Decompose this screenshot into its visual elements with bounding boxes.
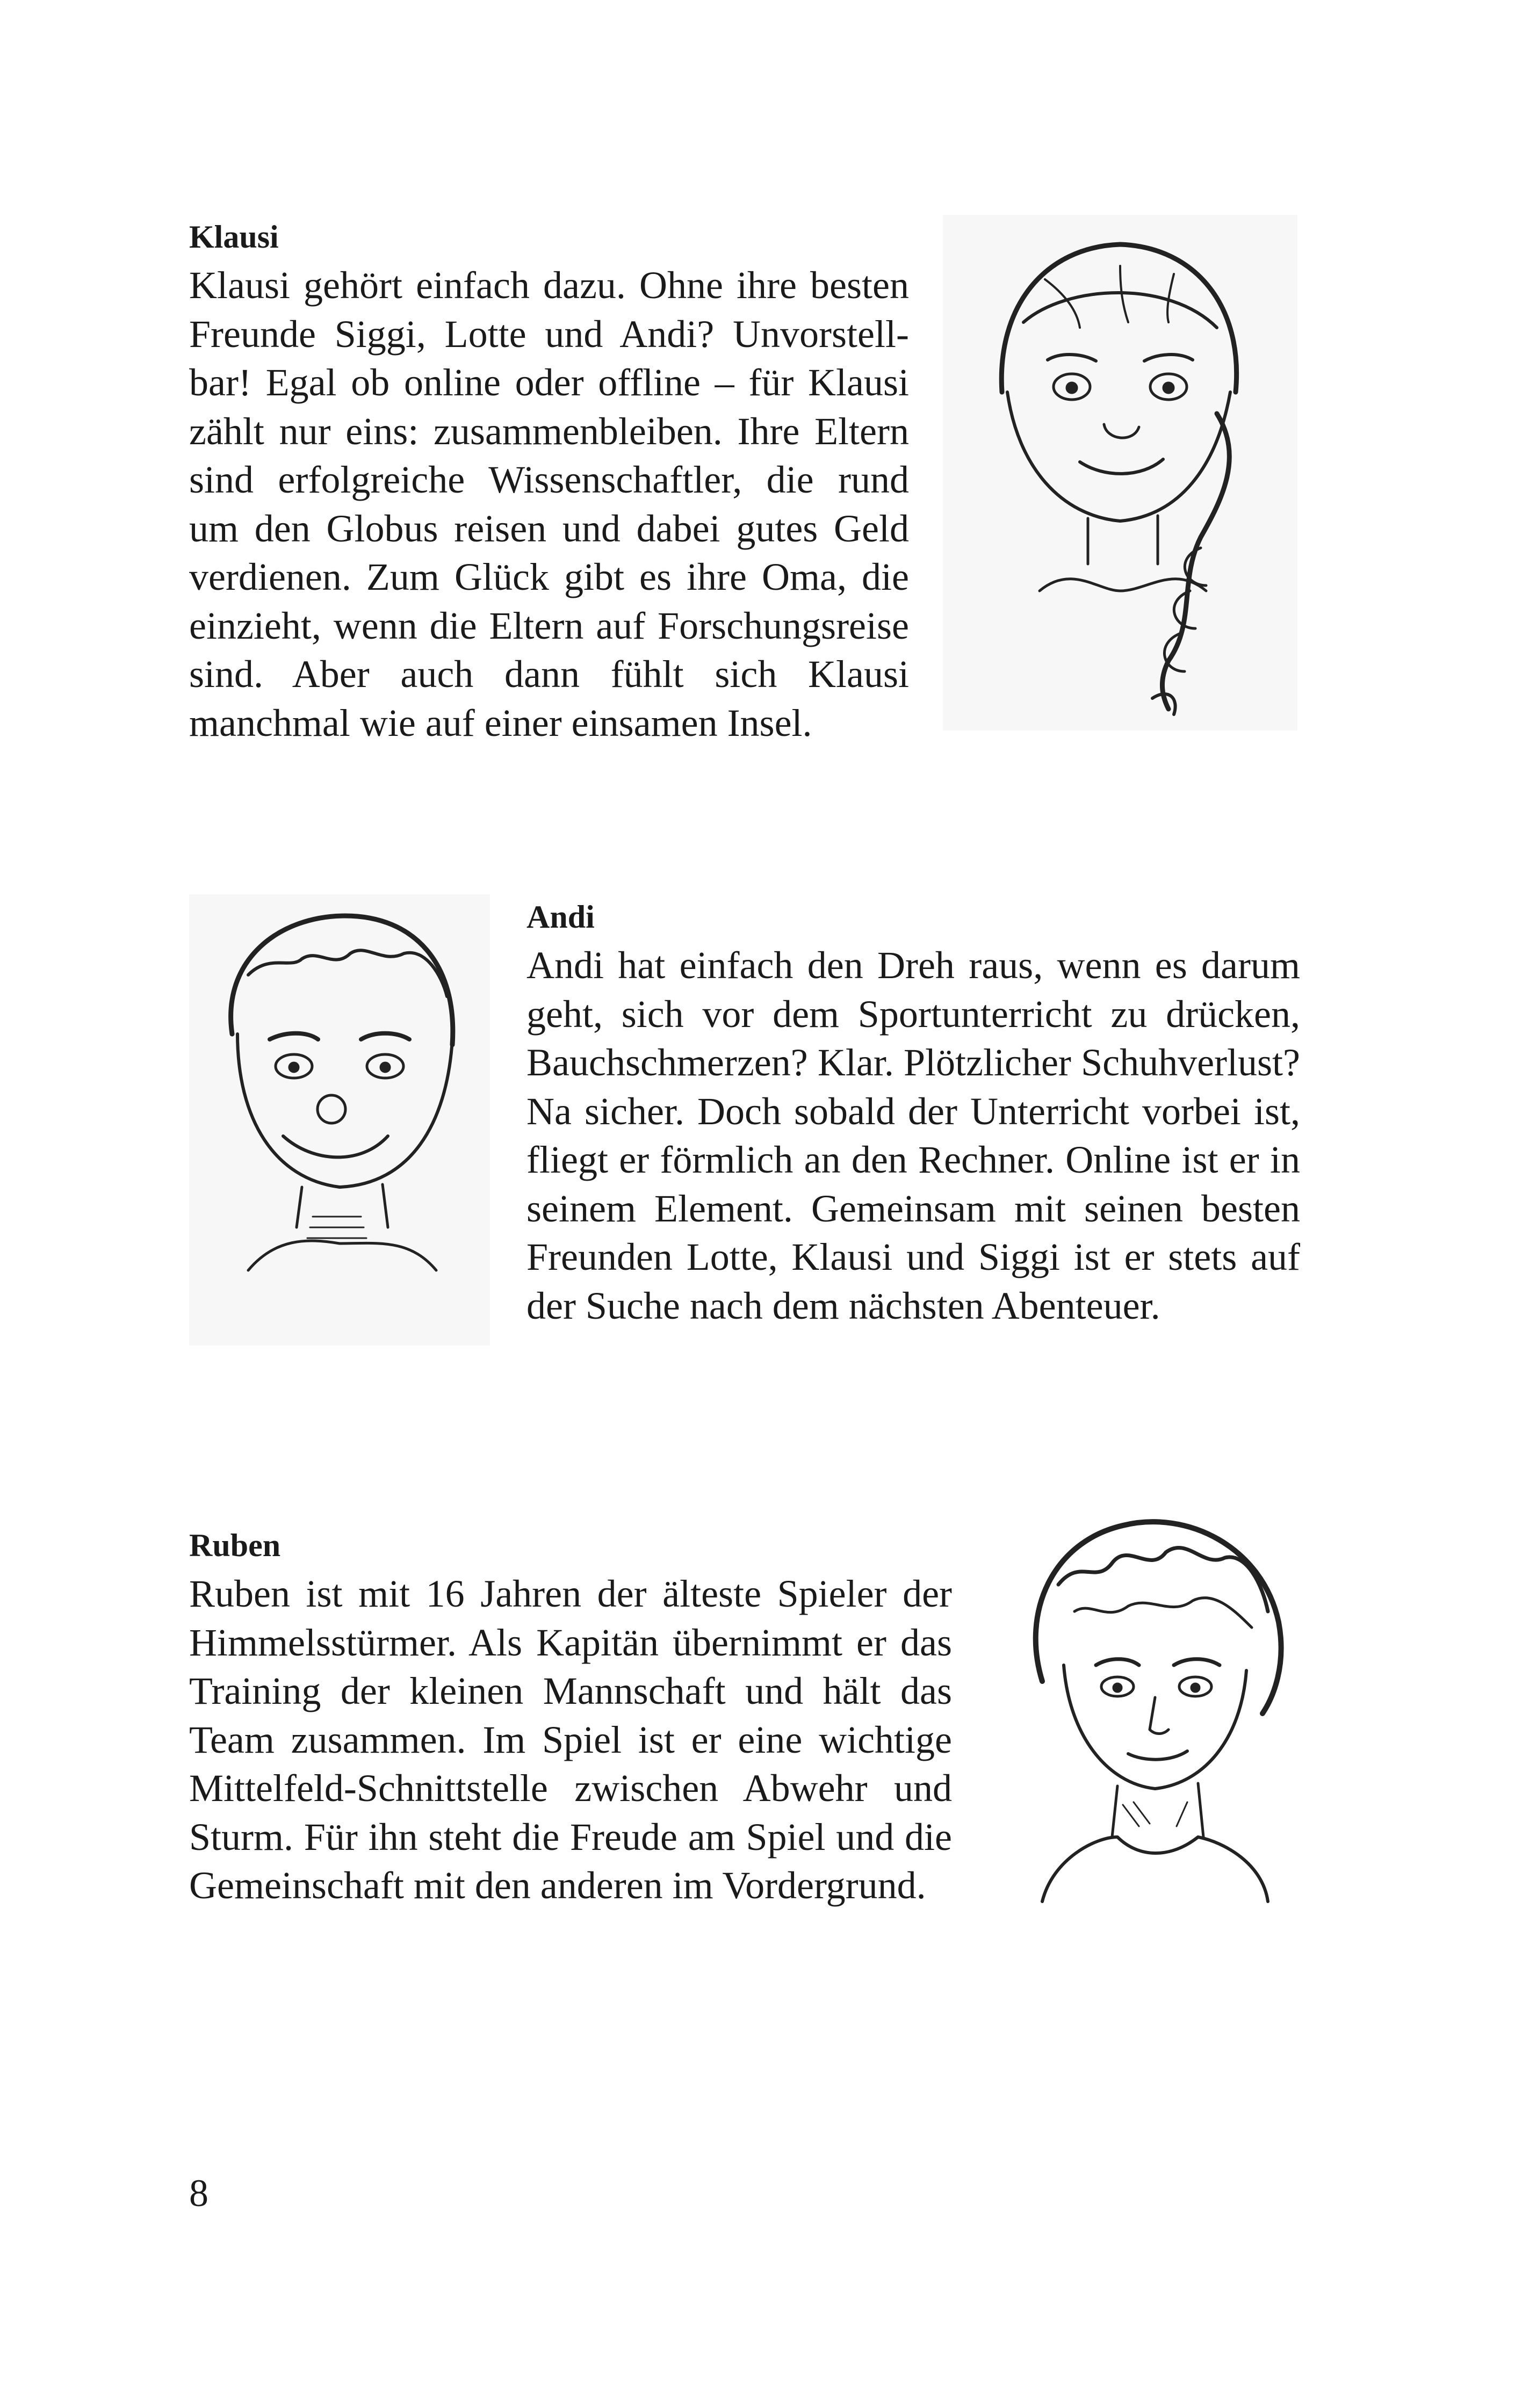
klausi-text-line: zählt nur eins: zusammenbleiben. Ihre Eltern (189, 409, 909, 453)
klausi-text-line: sind erfolgreiche Wissenschaftler, die rund (189, 458, 909, 501)
ruben-text-line: Training der kleinen Mannschaft und hält das (189, 1669, 952, 1712)
andi-text-line: geht, sich vor dem Sportunterricht zu drücken, (526, 992, 1300, 1036)
klausi-text-line: bar! Egal ob online oder offline – für Klausi (189, 361, 909, 404)
ruben-text-line: Ruben ist mit 16 Jahren der älteste Spieler der (189, 1572, 952, 1615)
ruben-portrait (1010, 1504, 1300, 1918)
klausi-text-line: um den Globus reisen und dabei gutes Geld (189, 507, 909, 550)
klausi-text-line: Freunde Siggi, Lotte und Andi? Unvorstell- (189, 312, 909, 356)
klausi-portrait (943, 215, 1297, 731)
andi-text-line: seinem Element. Gemeinsam mit seinen besten (526, 1187, 1300, 1230)
andi-name: Andi (526, 899, 595, 935)
ruben-name: Ruben (189, 1528, 281, 1563)
andi-text-line: Bauchschmerzen? Klar. Plötzlicher Schuhverlust? (526, 1041, 1300, 1084)
andi-text-line: Andi hat einfach den Dreh raus, wenn es darum (526, 944, 1300, 987)
klausi-text-line: sind. Aber auch dann fühlt sich Klausi (189, 653, 909, 696)
andi-text-line: fliegt er förmlich an den Rechner. Online ist er in (526, 1138, 1300, 1181)
andi-text-line: Freunden Lotte, Klausi und Siggi ist er stets auf (526, 1235, 1300, 1278)
klausi-section (189, 213, 909, 747)
andi-section (526, 893, 1300, 1330)
ruben-text-line: Gemeinschaft mit den anderen im Vordergrund. (189, 1864, 926, 1907)
klausi-name: Klausi (189, 219, 279, 255)
andi-text-line: Na sicher. Doch sobald der Unterricht vorbei ist, (526, 1089, 1300, 1133)
klausi-text-line: Klausi gehört einfach dazu. Ohne ihre besten (189, 264, 909, 307)
ruben-section (189, 1521, 952, 1910)
klausi-text-line: verdienen. Zum Glück gibt es ihre Oma, die (189, 555, 909, 598)
klausi-text-line: manchmal wie auf einer einsamen Insel. (189, 701, 812, 744)
andi-portrait (189, 894, 490, 1346)
page-number: 8 (189, 2172, 208, 2215)
ruben-text-line: Sturm. Für ihn steht die Freude am Spiel und die (189, 1815, 952, 1859)
andi-text-line: der Suche nach dem nächsten Abenteuer. (526, 1284, 1160, 1327)
klausi-text-line: einzieht, wenn die Eltern auf Forschungsreise (189, 604, 909, 647)
ruben-text-line: Team zusammen. Im Spiel ist er eine wichtige (189, 1718, 952, 1761)
ruben-text-line: Himmelsstürmer. Als Kapitän übernimmt er das (189, 1621, 952, 1664)
ruben-text-line: Mittelfeld-Schnittstelle zwischen Abwehr und (189, 1767, 952, 1810)
